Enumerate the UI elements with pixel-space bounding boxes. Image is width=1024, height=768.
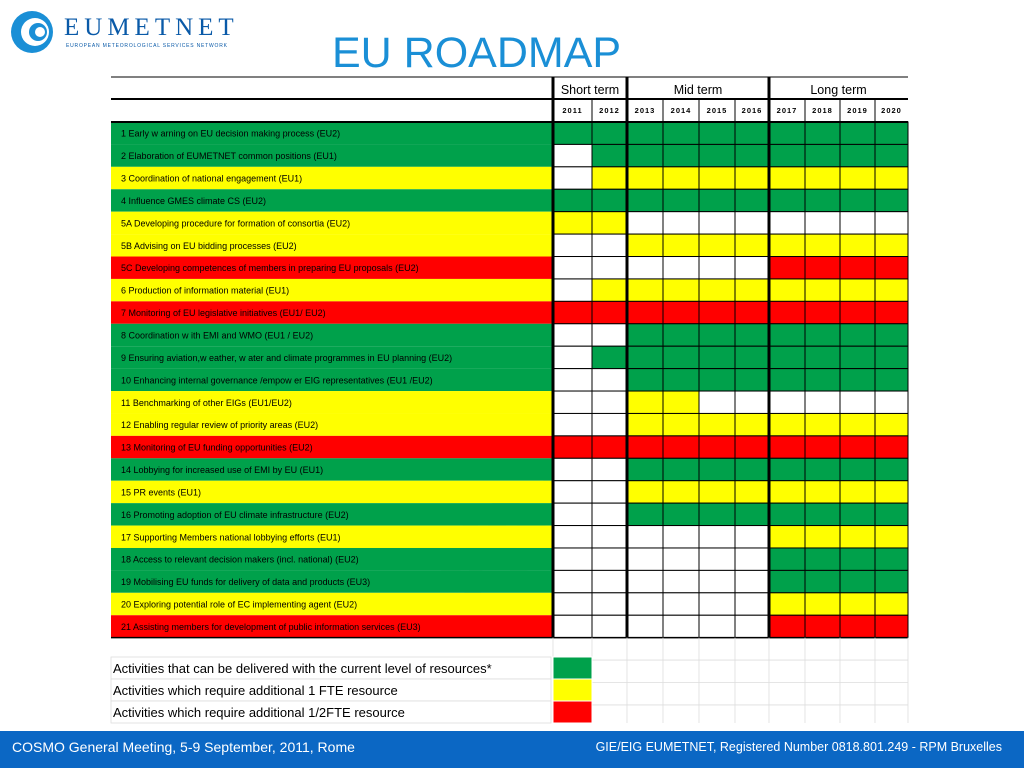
activity-cell [769,526,805,548]
activity-cell [769,436,805,458]
activity-cell [840,324,875,346]
activity-cell [627,615,663,637]
activity-cell [627,413,663,435]
activity-cell [553,413,592,435]
activity-cell [769,212,805,234]
activity-label: 3 Coordination of national engagement (EU1) [121,173,303,184]
activity-cell [627,167,663,189]
activity-label: 5B Advising on EU bidding processes (EU2) [121,240,297,251]
activity-cell [663,526,699,548]
activity-cell [805,301,840,323]
activity-cell [699,503,735,525]
activity-label: 7 Monitoring of EU legislative initiatives (EU1/ EU2) [121,308,326,319]
activity-cell [699,615,735,637]
activity-cell [627,526,663,548]
activity-cell [627,122,663,144]
activity-cell [805,593,840,615]
activity-cell [592,413,627,435]
activity-cell [699,167,735,189]
activity-cell [875,369,908,391]
activity-cell [735,167,769,189]
activity-cell [553,301,592,323]
activity-cell [735,279,769,301]
activity-cell [875,122,908,144]
activity-cell [805,167,840,189]
activity-label: 8 Coordination w ith EMI and WMO (EU1 / EU2) [121,330,314,341]
activity-label: 9 Ensuring aviation,w eather, w ater and climate programmes in EU planning (EU2) [121,352,453,363]
activity-cell [769,615,805,637]
activity-cell [840,144,875,166]
year-label: 2013 [634,106,656,115]
activity-cell [735,212,769,234]
activity-cell [875,301,908,323]
activity-cell [553,503,592,525]
activity-cell [699,189,735,211]
activity-cell [699,212,735,234]
activity-cell [592,593,627,615]
activity-cell [875,503,908,525]
activity-cell [553,481,592,503]
activity-cell [699,144,735,166]
activity-cell [553,391,592,413]
activity-cell [699,481,735,503]
activity-cell [840,346,875,368]
activity-cell [735,301,769,323]
activity-cell [663,122,699,144]
activity-cell [769,369,805,391]
activity-cell [663,548,699,570]
activity-cell [553,436,592,458]
activity-cell [735,346,769,368]
activity-cell [735,593,769,615]
activity-cell [769,503,805,525]
activity-cell [769,122,805,144]
activity-cell [805,189,840,211]
activity-cell [875,548,908,570]
activity-cell [699,279,735,301]
activity-cell [553,257,592,279]
activity-cell [592,481,627,503]
activity-cell [627,391,663,413]
activity-cell [805,212,840,234]
year-label: 2019 [847,106,868,115]
activity-cell [840,122,875,144]
activity-cell [840,189,875,211]
activity-cell [875,324,908,346]
activity-cell [805,279,840,301]
activity-label: 19 Mobilising EU funds for delivery of data and products (EU3) [121,577,371,588]
activity-cell [627,570,663,592]
activity-cell [735,122,769,144]
year-label: 2018 [812,106,833,115]
activity-cell [875,212,908,234]
activity-cell [769,346,805,368]
activity-cell [805,324,840,346]
activity-cell [553,144,592,166]
activity-cell [592,346,627,368]
activity-cell [840,548,875,570]
activity-label: 12 Enabling regular review of priority areas (EU2) [121,420,319,431]
activity-cell [769,167,805,189]
activity-cell [627,548,663,570]
activity-cell [769,257,805,279]
activity-cell [805,481,840,503]
activity-cell [735,189,769,211]
activity-cell [592,212,627,234]
activity-cell [875,436,908,458]
activity-cell [769,413,805,435]
activity-cell [840,570,875,592]
activity-cell [840,301,875,323]
activity-cell [699,369,735,391]
activity-cell [553,548,592,570]
activity-cell [769,324,805,346]
activity-cell [592,324,627,346]
activity-label: 6 Production of information material (EU1) [121,285,290,296]
activity-cell [735,369,769,391]
activity-cell [663,369,699,391]
logo-tagline: EUROPEAN METEOROLOGICAL SERVICES NETWORK [66,43,228,49]
activity-cell [592,234,627,256]
period-label: Long term [810,83,867,97]
activity-cell [735,324,769,346]
activity-cell [627,279,663,301]
activity-cell [805,144,840,166]
activity-cell [592,189,627,211]
activity-cell [875,593,908,615]
activity-cell [699,301,735,323]
activity-cell [553,122,592,144]
activity-cell [735,570,769,592]
activity-cell [699,458,735,480]
activity-cell [663,503,699,525]
activity-cell [553,234,592,256]
activity-cell [553,570,592,592]
activity-cell [663,413,699,435]
logo-wordmark: EUMETNET [64,14,239,41]
activity-cell [769,391,805,413]
activity-cell [627,301,663,323]
activity-cell [627,458,663,480]
activity-cell [735,458,769,480]
activity-cell [627,369,663,391]
activity-cell [699,593,735,615]
activity-cell [769,234,805,256]
year-label: 2020 [881,106,902,115]
activity-cell [875,234,908,256]
activity-cell [663,458,699,480]
year-label: 2016 [741,106,763,115]
activity-cell [769,570,805,592]
activity-cell [735,503,769,525]
activity-cell [875,570,908,592]
activity-cell [553,615,592,637]
activity-cell [592,391,627,413]
activity-cell [840,481,875,503]
activity-cell [553,593,592,615]
activity-label: 18 Access to relevant decision makers (incl. national) (EU2) [121,554,359,565]
activity-cell [663,167,699,189]
activity-cell [699,257,735,279]
activity-label: 21 Assisting members for development of public information services (EU3) [121,621,421,632]
activity-cell [553,324,592,346]
activity-cell [699,436,735,458]
year-label: 2015 [706,106,728,115]
activity-cell [805,615,840,637]
activity-label: 5A Developing procedure for formation of consortia (EU2) [121,218,351,229]
activity-label: 10 Enhancing internal governance /empow er EIG representatives (EU1 /EU2) [121,375,433,386]
activity-cell [627,234,663,256]
activity-cell [875,526,908,548]
activity-cell [840,593,875,615]
activity-cell [735,548,769,570]
activity-cell [875,144,908,166]
activity-cell [875,189,908,211]
footer-bar [0,731,1024,768]
activity-cell [627,144,663,166]
activity-cell [699,548,735,570]
activity-cell [627,189,663,211]
activity-cell [663,189,699,211]
activity-cell [699,391,735,413]
activity-cell [875,167,908,189]
activity-cell [875,481,908,503]
activity-cell [592,122,627,144]
activity-cell [840,615,875,637]
activity-cell [592,257,627,279]
legend-swatch [553,657,592,679]
activity-cell [735,615,769,637]
activity-cell [663,391,699,413]
activity-cell [699,234,735,256]
activity-cell [769,481,805,503]
activity-cell [592,526,627,548]
activity-cell [592,301,627,323]
legend-swatch [553,679,592,701]
activity-cell [553,526,592,548]
activity-cell [553,189,592,211]
activity-cell [735,391,769,413]
activity-cell [735,413,769,435]
activity-cell [805,234,840,256]
activity-cell [663,279,699,301]
activity-cell [592,570,627,592]
activity-cell [875,257,908,279]
activity-cell [840,458,875,480]
year-label: 2014 [670,106,692,115]
activity-cell [663,144,699,166]
activity-cell [805,436,840,458]
activity-label: 11 Benchmarking of other EIGs (EU1/EU2) [121,397,292,408]
footer-registration: GIE/EIG EUMETNET, Registered Number 0818.801.249 - RPM Bruxelles [595,740,1002,754]
activity-cell [592,369,627,391]
year-label: 2017 [776,106,798,115]
activity-cell [592,548,627,570]
activity-cell [553,279,592,301]
legend-label: Activities which require additional 1/2FTE resource [113,705,405,720]
activity-cell [627,436,663,458]
activity-cell [840,212,875,234]
activity-cell [735,257,769,279]
activity-cell [663,436,699,458]
activity-cell [592,167,627,189]
activity-label: 16 Promoting adoption of EU climate infrastructure (EU2) [121,509,349,520]
activity-label: 14 Lobbying for increased use of EMI by EU (EU1) [121,465,324,476]
activity-cell [875,279,908,301]
period-label: Mid term [673,83,723,97]
activity-cell [735,481,769,503]
activity-cell [553,458,592,480]
activity-cell [875,346,908,368]
activity-cell [769,279,805,301]
activity-cell [805,391,840,413]
activity-cell [875,391,908,413]
activity-cell [875,615,908,637]
activity-cell [875,458,908,480]
activity-cell [553,167,592,189]
activity-cell [663,346,699,368]
activity-cell [805,526,840,548]
activity-label: 5C Developing competences of members in preparing EU proposals (EU2) [121,263,419,274]
activity-cell [805,570,840,592]
year-label: 2012 [599,106,620,115]
activity-cell [735,144,769,166]
activity-cell [553,212,592,234]
legend-label: Activities that can be delivered with the current level of resources* [113,661,492,676]
activity-cell [663,212,699,234]
empty-grid-area [553,638,908,723]
footer-event: COSMO General Meeting, 5-9 September, 2011, Rome [12,739,355,755]
activity-label: 13 Monitoring of EU funding opportunities (EU2) [121,442,313,453]
activity-cell [840,413,875,435]
activity-label: 17 Supporting Members national lobbying efforts (EU1) [121,532,341,543]
activity-cell [805,257,840,279]
activity-cell [553,369,592,391]
activity-cell [805,122,840,144]
activity-cell [840,234,875,256]
activity-label: 4 Influence GMES climate CS (EU2) [121,195,267,206]
activity-cell [663,593,699,615]
activity-cell [769,144,805,166]
activity-cell [875,413,908,435]
activity-cell [627,346,663,368]
activity-cell [663,324,699,346]
activity-cell [627,212,663,234]
activity-cell [769,593,805,615]
activity-cell [805,458,840,480]
activity-cell [592,144,627,166]
activity-cell [840,503,875,525]
activity-cell [663,481,699,503]
activity-cell [663,615,699,637]
activity-cell [735,526,769,548]
activity-cell [840,369,875,391]
activity-cell [769,189,805,211]
activity-cell [663,257,699,279]
activity-cell [699,570,735,592]
activity-cell [699,526,735,548]
activity-cell [627,593,663,615]
activity-cell [592,503,627,525]
activity-label: 20 Exploring potential role of EC implementing agent (EU2) [121,599,358,610]
year-label: 2011 [562,106,583,115]
activity-cell [805,346,840,368]
activity-cell [840,279,875,301]
activity-cell [627,324,663,346]
activity-cell [592,458,627,480]
activity-cell [627,481,663,503]
legend-label: Activities which require additional 1 FTE resource [113,683,398,698]
activity-cell [769,458,805,480]
activity-cell [769,548,805,570]
activity-cell [840,391,875,413]
activity-cell [769,301,805,323]
activity-cell [805,413,840,435]
activity-cell [735,234,769,256]
activity-cell [735,436,769,458]
activity-cell [805,369,840,391]
activity-cell [663,234,699,256]
activity-label: 2 Elaboration of EUMETNET common positions (EU1) [121,151,337,162]
activity-cell [627,503,663,525]
legend-swatch [553,701,592,723]
page-title: EU ROADMAP [332,29,622,77]
activity-cell [663,301,699,323]
activity-cell [592,279,627,301]
activity-cell [805,548,840,570]
activity-cell [592,436,627,458]
activity-cell [592,615,627,637]
activity-cell [840,526,875,548]
activity-cell [699,413,735,435]
activity-label: 1 Early w arning on EU decision making process (EU2) [121,128,341,139]
activity-cell [840,436,875,458]
activity-cell [553,346,592,368]
activity-cell [663,570,699,592]
activity-cell [699,122,735,144]
activity-cell [840,257,875,279]
period-label: Short term [560,83,620,97]
activity-cell [627,257,663,279]
activity-cell [805,503,840,525]
activity-cell [699,324,735,346]
activity-cell [840,167,875,189]
activity-label: 15 PR events (EU1) [121,487,202,498]
activity-cell [699,346,735,368]
